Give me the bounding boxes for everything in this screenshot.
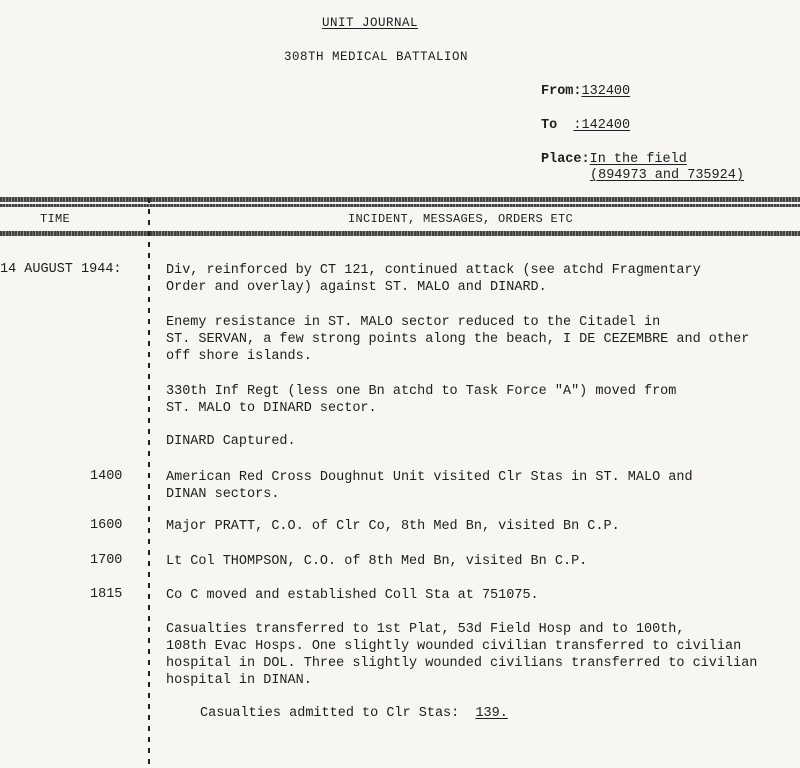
from-field: [541, 84, 660, 99]
to-value: :142400: [573, 118, 631, 133]
place-label: Place:: [541, 152, 590, 167]
casualties-admitted: [200, 706, 508, 721]
from-value: 132400: [581, 84, 631, 99]
entry-text: Major PRATT, C.O. of Clr Co, 8th Med Bn, visited Bn C.P.: [166, 519, 620, 534]
entry-text: 330th Inf Regt (less one Bn atchd to Task Force "A") moved from ST. MALO to DINARD sector.: [166, 384, 677, 416]
entry-time: 1700: [90, 553, 123, 568]
to-field: [541, 118, 660, 133]
entry-time: 1400: [90, 469, 123, 484]
entry-time: 1815: [90, 587, 123, 602]
column-header-time: TIME: [40, 212, 71, 226]
column-divider: [148, 198, 150, 768]
entry-text: Casualties transferred to 1st Plat, 53d Field Hosp and to 100th, 108th Evac Hosps. One slightly wounded civilian transferred to civilian hospital in DOL. Three slightly wounded civilians transferred to civilian hospital in DINAN.: [166, 622, 758, 688]
journal-title: UNIT JOURNAL: [322, 16, 419, 30]
entry-text: Lt Col THOMPSON, C.O. of 8th Med Bn, visited Bn C.P.: [166, 554, 588, 569]
to-label: To: [541, 118, 558, 133]
place-coords: (894973 and 735924): [590, 168, 744, 183]
place-value: In the field: [589, 152, 687, 167]
from-label: From:: [541, 84, 582, 99]
casualties-admitted-label: Casualties admitted to Clr Stas:: [200, 706, 460, 721]
header-rule-bottom: [0, 231, 800, 236]
entry-time: 1600: [90, 518, 123, 533]
casualties-admitted-value: 139.: [475, 706, 508, 721]
place-field: [541, 152, 747, 167]
entry-text: Co C moved and established Coll Sta at 751075.: [166, 588, 539, 603]
entry-text: Div, reinforced by CT 121, continued attack (see atchd Fragmentary Order and overlay) against ST. MALO and DINARD.: [166, 263, 701, 295]
entry-text: Enemy resistance in ST. MALO sector reduced to the Citadel in ST. SERVAN, a few strong points along the beach, I DE CEZEMBRE and other off shore islands.: [166, 315, 750, 364]
entry-date: 14 AUGUST 1944:: [0, 262, 122, 277]
header-rule-top-2: [0, 204, 800, 207]
entry-text: DINARD Captured.: [166, 434, 296, 449]
entry-text: American Red Cross Doughnut Unit visited Clr Stas in ST. MALO and DINAN sectors.: [166, 470, 693, 502]
unit-name: 308TH MEDICAL BATTALION: [284, 50, 469, 64]
header-rule-top: [0, 197, 800, 202]
column-header-incidents: INCIDENT, MESSAGES, ORDERS ETC: [348, 212, 574, 226]
